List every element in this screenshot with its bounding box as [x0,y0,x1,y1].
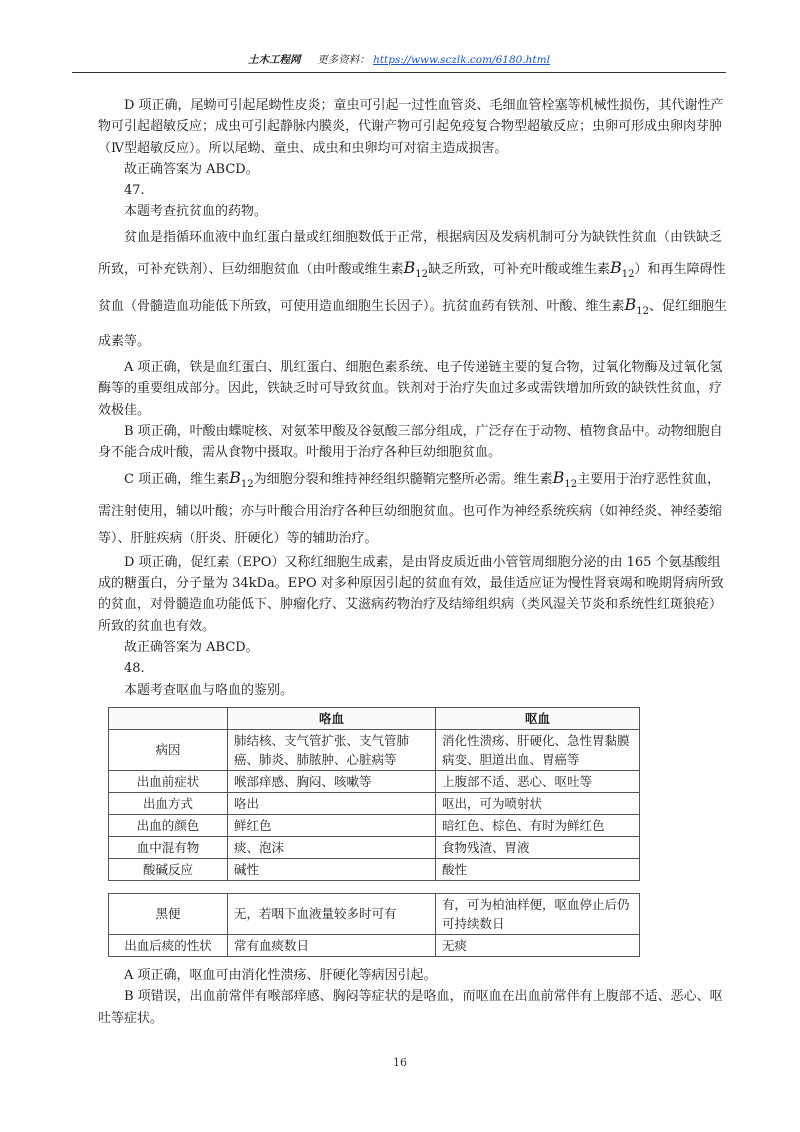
table-cell: 出血方式 [109,792,228,814]
vitamin-letter: B [229,467,241,487]
vitamin-letter: B [624,294,637,314]
vitamin-subscript: 12 [240,478,254,490]
table-cell: 呕出，可为喷射状 [436,792,640,814]
paragraph: D 项正确，尾蚴可引起尾蚴性皮炎；童虫可引起一过性血管炎、毛细血管栓塞等机械性损伤，其代谢性产物可引起超敏反应；成虫可引起静脉内膜炎，代谢产物可引起免疫复合物型超敏反应；虫卵可形成虫卵肉芽肿（Ⅳ型超敏反应）。所以尾蚴、童虫、成虫和虫卵均可对宿主造成损害。 [98,98,724,156]
table-row [109,934,640,956]
comparison-table [108,707,640,881]
vitamin-subscript: 12 [415,268,429,280]
table-cell: 咯出 [228,792,436,814]
table-cell: 食物残渣、胃液 [436,836,640,858]
table-row [109,858,640,880]
question-number: 47. [124,183,145,199]
table-cell: 鲜红色 [228,814,436,836]
table-cell: 消化性溃疡、肝硬化、急性胃黏膜病变、胆道出血、胃癌等 [436,729,640,770]
paragraph: 本题考查呕血与咯血的鉴别。 [124,682,294,698]
comparison-table-continued [108,893,640,957]
paragraph: D 项正确，促红素（EPO）又称红细胞生成素，是由肾皮质近曲小管管周细胞分泌的由 165 个氨基酸组成的糖蛋白，分子量为 34kDa。EPO 对多种原因引起的贫血有效，最佳适应证为慢性肾衰竭和晚期肾病所致的贫血，对骨髓造血功能低下、肿瘤化疗、艾滋病药物治疗及结缔组织病（类风湿关节炎和系统性红斑狼疮）所致的贫血也有效。 [98,554,724,634]
table-cell: 黑便 [109,893,228,934]
table-row [109,814,640,836]
table-header-cell [109,707,228,729]
table-row [109,893,640,934]
table-cell: 出血前症状 [109,770,228,792]
table-cell: 酸性 [436,858,640,880]
vitamin-b12-formula [229,467,254,490]
table-cell: 碱性 [228,858,436,880]
table-row [109,729,640,770]
table-cell: 有，可为柏油样便，呕血停止后仍可持续数日 [436,893,640,934]
text-run: 、促红细胞生成素等。 [98,298,728,350]
page-header [72,52,726,67]
table-row [109,836,640,858]
table-cell: 喉部痒感、胸闷、咳嗽等 [228,770,436,792]
document-body [98,95,728,1029]
table-cell: 出血的颜色 [109,814,228,836]
text-run: 贫血是指循环血液中血红蛋白量或红细胞数低于正常，根据病因及发病机制可分为缺铁性贫血（由铁缺乏所致，可补充铁剂）、巨幼细胞贫血（由叶酸或维生素 [98,229,723,277]
table-cell: 常有血痰数日 [228,934,436,956]
paragraph: 本题考查抗贫血的药物。 [124,204,268,220]
header-divider [72,72,726,73]
paragraph: 故正确答案为 ABCD。 [124,640,259,656]
table-cell: 上腹部不适、恶心、呕吐等 [436,770,640,792]
table-cell: 暗红色、棕色、有时为鲜红色 [436,814,640,836]
table-cell: 血中混有物 [109,836,228,858]
table-cell: 无，若咽下血液量较多时可有 [228,893,436,934]
text-run: 为细胞分裂和维持神经组织髓鞘完整所必需。维生素 [253,471,553,487]
vitamin-letter: B [552,467,565,487]
vitamin-subscript: 12 [564,478,578,490]
text-run: C 项正确，维生素 [124,471,230,487]
paragraph [98,223,728,357]
table-cell: 肺结核、支气管扩张、支气管肺癌、肺炎、肺脓肿、心脏病等 [228,729,436,770]
table-cell: 酸碱反应 [109,858,228,880]
text-run: ）和再生障碍性贫血（骨髓造血功能低下所致，可使用造血细胞生长因子）。抗贫血药有铁剂、叶酸、维生素 [98,261,726,314]
vitamin-b12-formula [610,257,635,280]
table-header-row [109,707,640,729]
table-cell: 无痰 [436,934,640,956]
page-number: 16 [393,1056,407,1069]
vitamin-subscript: 12 [636,306,650,318]
vitamin-b12-formula [403,257,429,280]
paragraph: A 项正确，呕血可由消化性溃疡、肝硬化等病因引起。 [124,967,437,983]
question-number: 48. [124,661,145,677]
vitamin-letter: B [610,257,622,277]
table-cell: 痰、泡沫 [228,836,436,858]
paragraph: A 项正确，铁是血红蛋白、肌红蛋白、细胞色素系统、电子传递链主要的复合物，过氧化物酶及过氧化氢酶等的重要组成部分。因此，铁缺乏时可导致贫血。铁剂对于治疗失血过多或需铁增加所致的缺铁性贫血，疗效极佳。 [98,360,723,418]
comparison-table-wrapper [98,707,728,881]
vitamin-b12-formula [552,467,578,490]
header-site-name: 土木工程网 [248,54,301,66]
table-header-cell: 呕血 [436,707,640,729]
paragraph: B 项正确，叶酸由蝶啶核、对氨苯甲酸及谷氨酸三部分组成，广泛存在于动物、植物食品中。动物细胞自身不能合成叶酸，需从食物中摄取。叶酸用于治疗各种巨幼细胞贫血。 [98,424,723,461]
table-header-cell: 咯血 [228,707,436,729]
vitamin-subscript: 12 [621,268,635,280]
comparison-table-continued-wrapper [98,893,728,957]
header-label: 更多资料： [317,54,370,66]
text-run: 缺乏所致，可补充叶酸或维生素 [428,261,611,277]
table-row [109,792,640,814]
paragraph [98,464,728,552]
vitamin-b12-formula [624,294,650,318]
table-cell: 出血后痰的性状 [109,934,228,956]
table-cell: 病因 [109,729,228,770]
text-run: 主要用于治疗恶性贫血，需注射使用，辅以叶酸；亦与叶酸合用治疗各种巨幼细胞贫血。也可作为神经系统疾病（如神经炎、神经萎缩等）、肝脏疾病（肝炎、肝硬化）等的辅助治疗。 [98,471,723,546]
table-row [109,770,640,792]
paragraph: B 项错误，出血前常伴有喉部痒感、胸闷等症状的是咯血，而呕血在出血前常伴有上腹部不适、恶心、呕吐等症状。 [98,989,723,1026]
paragraph: 故正确答案为 ABCD。 [124,161,259,177]
header-url-link[interactable]: https://www.sczlk.com/6180.html [373,54,550,66]
vitamin-letter: B [403,257,416,277]
